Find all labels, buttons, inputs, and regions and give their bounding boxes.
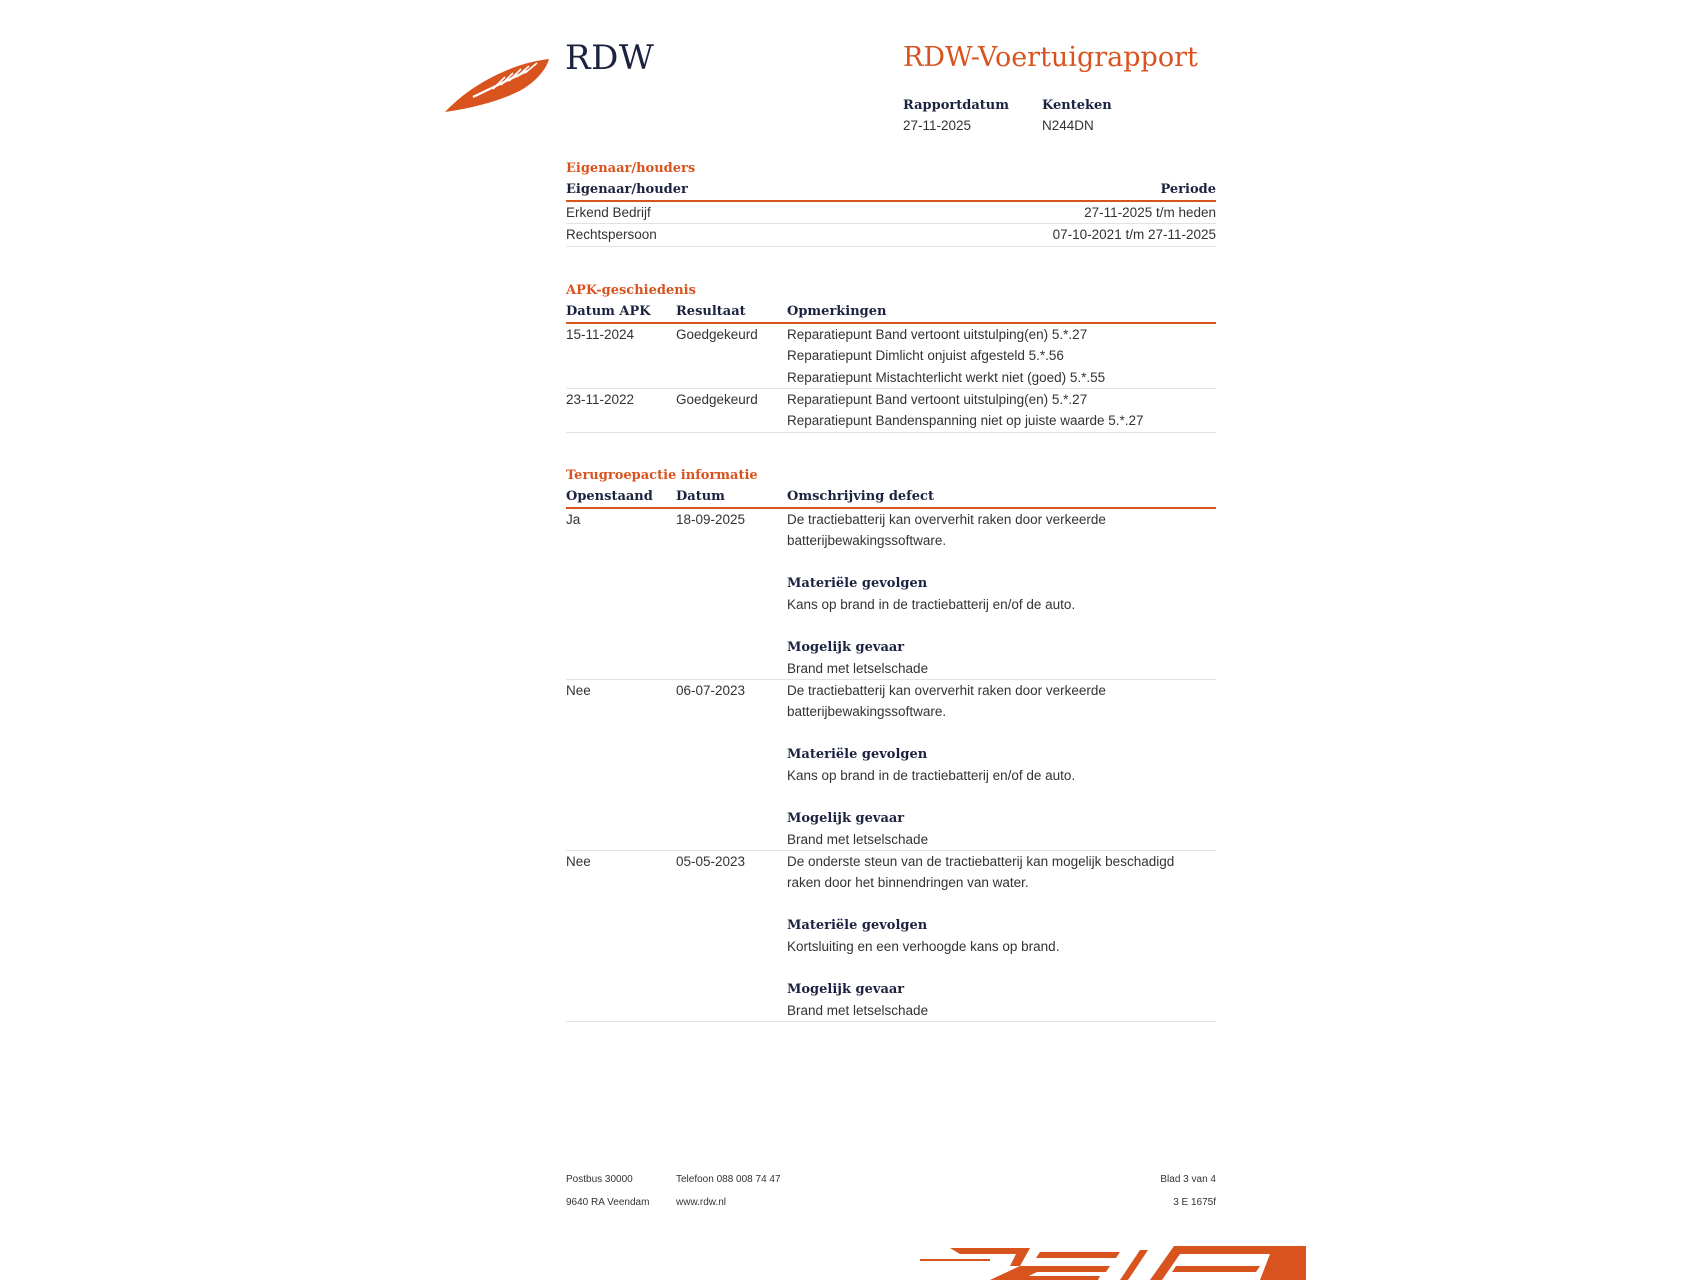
desc-line: raken door het binnendringen van water. [787,875,1029,891]
footer-city: 9640 RA Veendam [566,1197,650,1208]
recall-date-cell: 06-07-2023 [676,683,746,698]
recall-desc-cell [787,851,1174,1021]
remark-line: Reparatiepunt Band vertoont uitstulping(en) 5.*.27 [787,392,1088,407]
desc-line: batterijbewakingssoftware. [787,704,947,720]
material-consequences-text: Kortsluiting en een verhoogde kans op brand. [787,939,1060,955]
possible-danger-label: Mogelijk gevaar [787,810,905,826]
col-result-header: Resultaat [676,304,746,319]
col-recall-date-header: Datum [676,489,725,504]
plate-label: Kenteken [1042,98,1112,113]
table-row [566,680,1216,851]
footer-page-number: Blad 3 van 4 [1160,1174,1216,1185]
material-consequences-text: Kans op brand in de tractiebatterij en/of de auto. [787,768,1076,784]
decorative-stripes-graphic [920,1240,1306,1280]
col-period-header: Periode [1160,182,1216,197]
rdw-logo-text: RDW [565,38,655,78]
possible-danger-label: Mogelijk gevaar [787,639,905,655]
apk-result-cell: Goedgekeurd [676,327,758,342]
possible-danger-text: Brand met letselschade [787,1003,929,1019]
col-owner-header: Eigenaar/houder [566,182,688,197]
remark-line: Reparatiepunt Band vertoont uitstulping(en) 5.*.27 [787,327,1088,342]
material-consequences-label: Materiële gevolgen [787,746,928,762]
recall-desc-cell [787,509,1106,679]
owners-section [566,158,1216,247]
col-open-header: Openstaand [566,489,653,504]
table-row [566,509,1216,680]
recall-title: Terugroepactie informatie [566,468,758,483]
table-row [566,224,1216,246]
remark-line: Reparatiepunt Bandenspanning niet op juiste waarde 5.*.27 [787,413,1144,429]
owner-cell: Erkend Bedrijf [566,205,651,220]
possible-danger-text: Brand met letselschade [787,661,929,677]
rdw-feather-logo [443,57,551,115]
apk-header [566,301,1216,324]
col-apk-date-header: Datum APK [566,304,651,319]
footer-document-code: 3 E 1675f [1173,1197,1216,1208]
material-consequences-label: Materiële gevolgen [787,917,928,933]
apk-remarks-cell [787,324,1105,388]
recall-desc-cell [787,680,1106,850]
report-title: RDW-Voertuigrapport [903,42,1198,73]
apk-remarks-cell [787,389,1144,432]
desc-line: De tractiebatterij kan oververhit raken door verkeerde [787,683,1106,698]
apk-section [566,280,1216,433]
apk-date-cell: 23-11-2022 [566,392,635,407]
footer-postbus: Postbus 30000 [566,1174,633,1185]
desc-line: De onderste steun van de tractiebatterij kan mogelijk beschadigd [787,854,1175,869]
report-date-value: 27-11-2025 [903,118,972,133]
footer-website[interactable]: www.rdw.nl [676,1197,727,1208]
recall-section [566,465,1216,1022]
apk-title: APK-geschiedenis [566,283,696,298]
period-cell: 07-10-2021 t/m 27-11-2025 [1052,227,1216,243]
material-consequences-label: Materiële gevolgen [787,575,928,591]
owners-header [566,179,1216,202]
recall-open-cell: Ja [566,512,581,527]
apk-date-cell: 15-11-2024 [566,327,635,342]
owners-title: Eigenaar/houders [566,161,696,176]
owner-cell: Rechtspersoon [566,227,657,243]
table-row [566,851,1216,1022]
recall-date-cell: 05-05-2023 [676,854,746,869]
col-desc-header: Omschrijving defect [787,489,934,504]
table-row [566,389,1216,433]
col-remarks-header: Opmerkingen [787,304,887,319]
recall-header [566,486,1216,509]
material-consequences-text: Kans op brand in de tractiebatterij en/of de auto. [787,597,1076,613]
desc-line: De tractiebatterij kan oververhit raken door verkeerde [787,512,1106,527]
recall-open-cell: Nee [566,683,591,698]
table-row [566,202,1216,224]
desc-line: batterijbewakingssoftware. [787,533,947,549]
remark-line: Reparatiepunt Dimlicht onjuist afgesteld 5.*.56 [787,348,1064,364]
possible-danger-label: Mogelijk gevaar [787,981,905,997]
remark-line: Reparatiepunt Mistachterlicht werkt niet (goed) 5.*.55 [787,369,1106,385]
recall-date-cell: 18-09-2025 [676,512,746,527]
recall-open-cell: Nee [566,854,591,869]
table-row [566,324,1216,389]
plate-value: N244DN [1042,118,1094,133]
period-cell: 27-11-2025 t/m heden [1084,205,1216,220]
possible-danger-text: Brand met letselschade [787,832,929,848]
apk-result-cell: Goedgekeurd [676,392,758,407]
report-date-label: Rapportdatum [903,98,1009,113]
footer-phone: Telefoon 088 008 74 47 [676,1174,781,1185]
